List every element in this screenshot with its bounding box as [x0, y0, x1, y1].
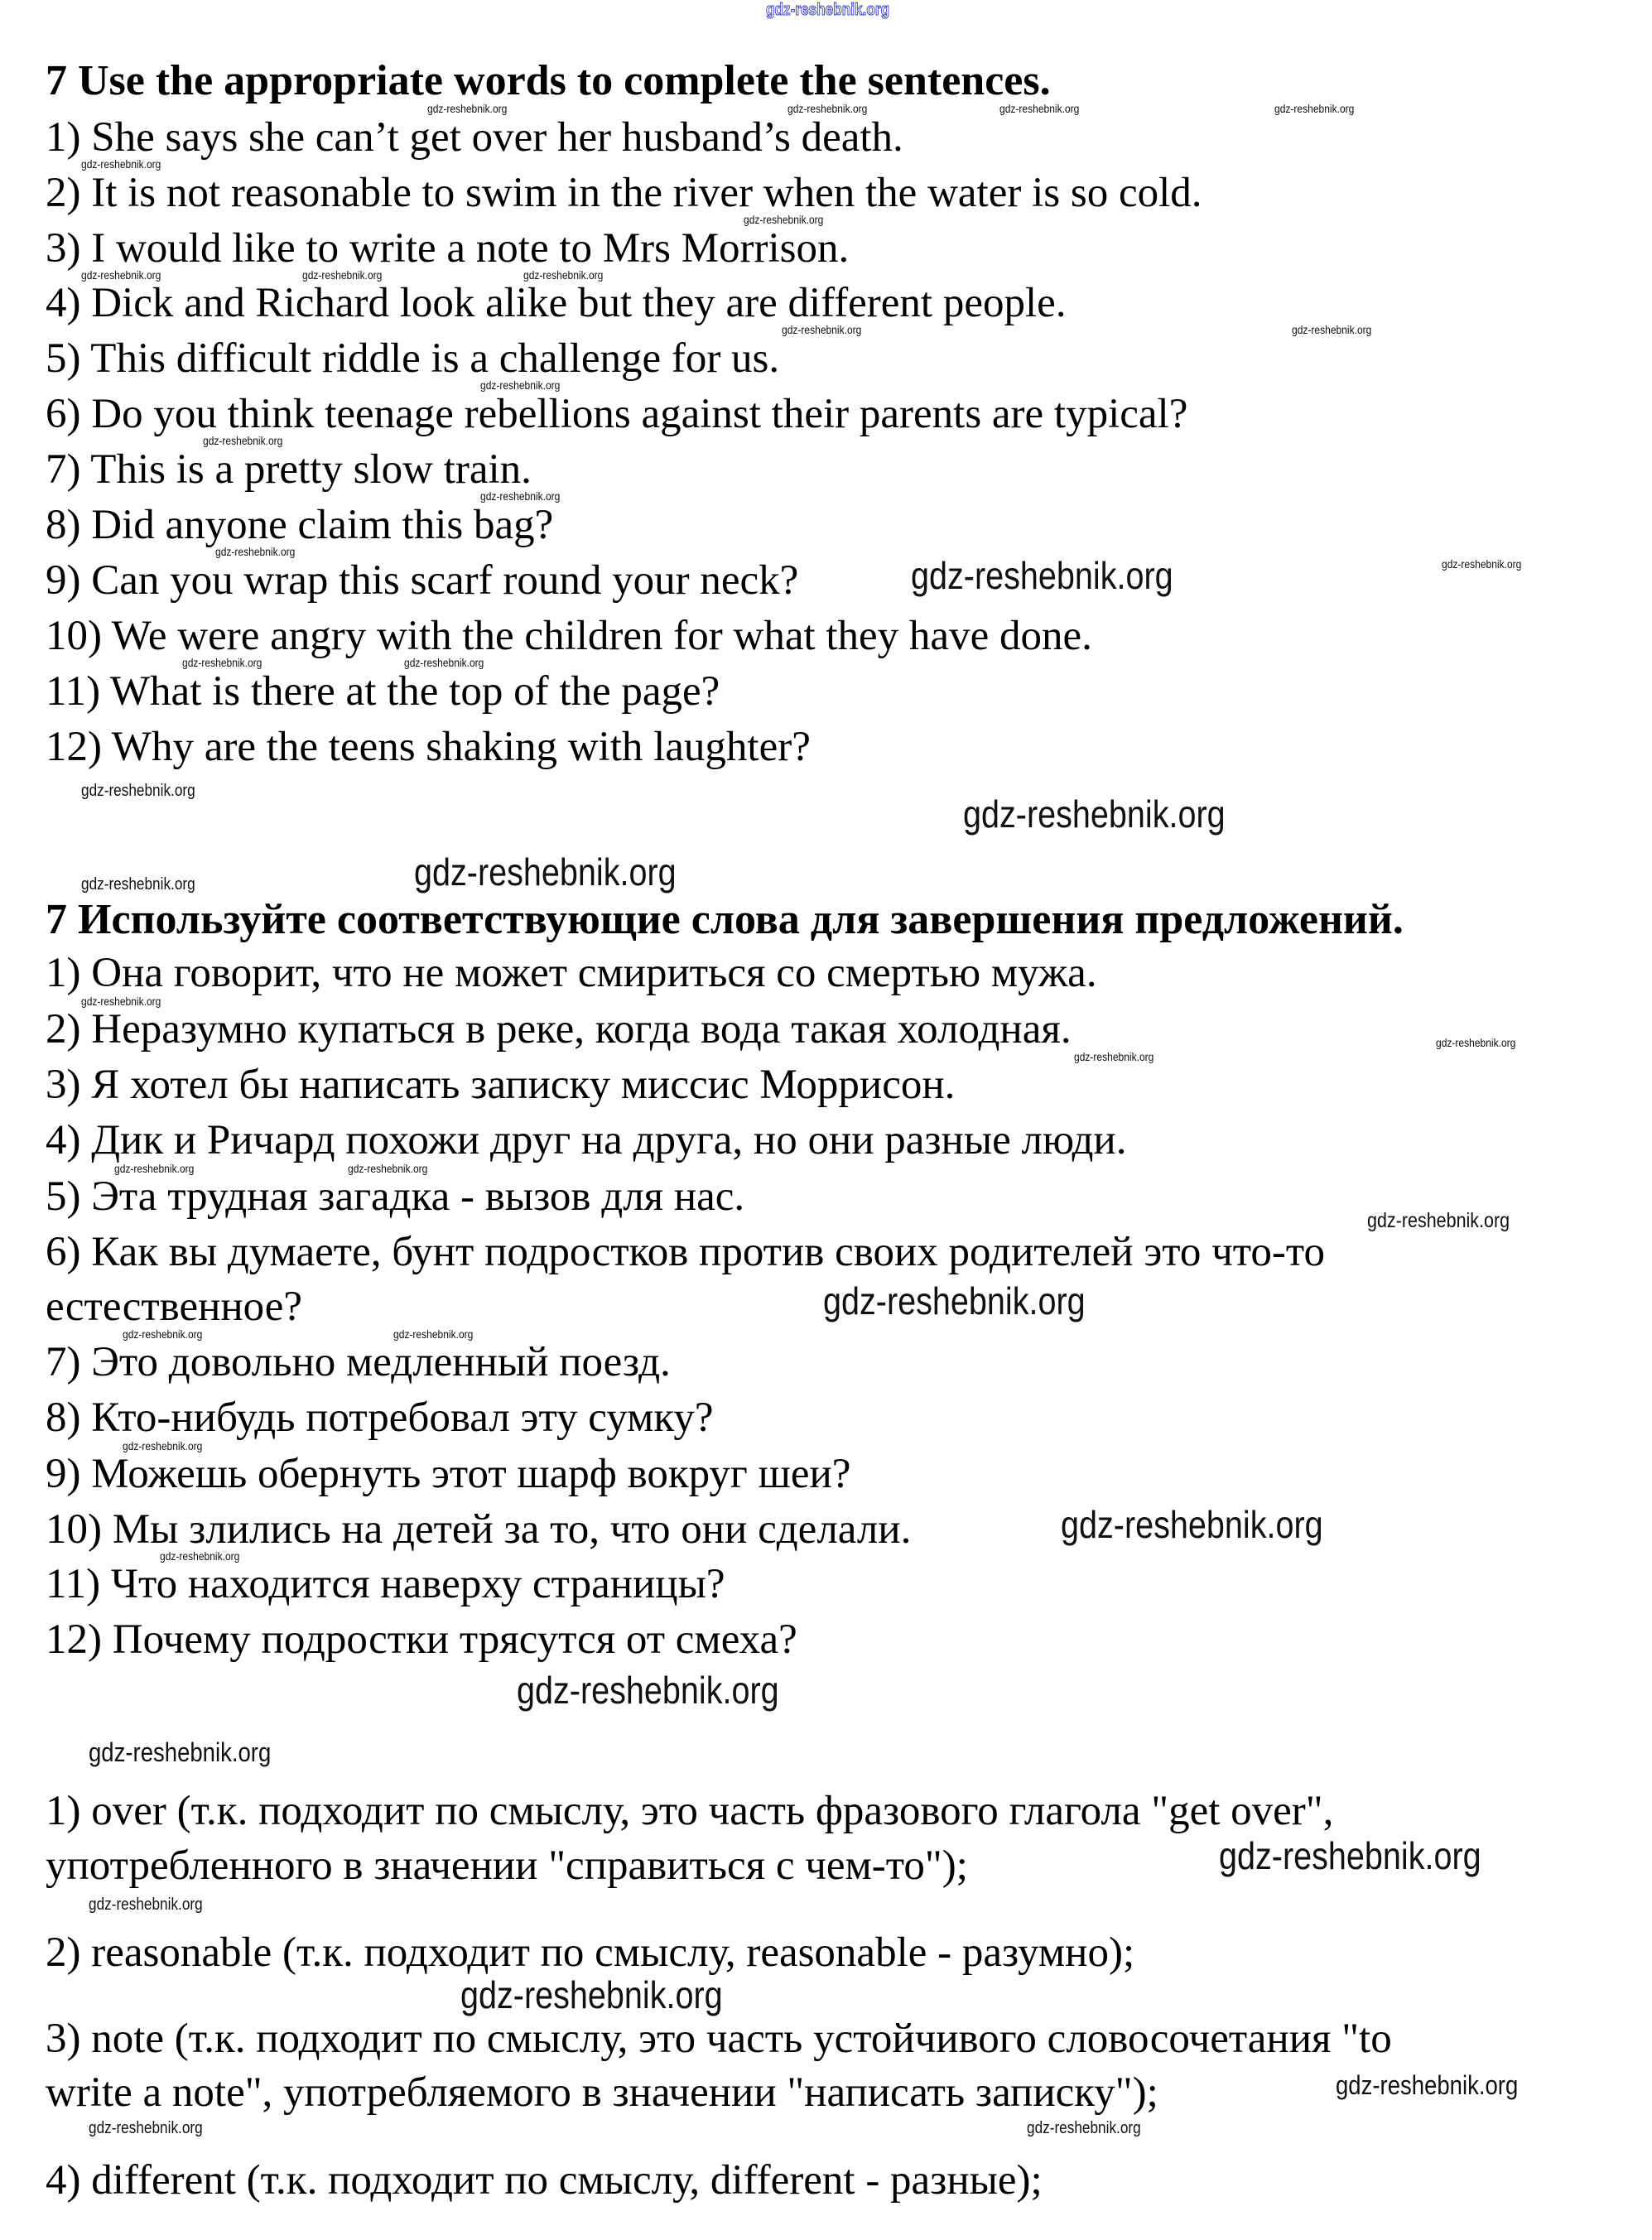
answer-1: 1) over (т.к. подходит по смыслу, это часть фразового глагола "get over",: [46, 1788, 1334, 1834]
watermark: gdz-reshebnik.org: [81, 782, 195, 800]
watermark: gdz-reshebnik.org: [963, 792, 1226, 836]
answer-4: 4) different (т.к. подходит по смыслу, different - разные);: [46, 2157, 1043, 2204]
russian-line-3: 3) Я хотел бы написать записку миссис Моррисон.: [46, 1062, 956, 1108]
english-line-5: 5) This difficult riddle is a challenge for us.: [46, 335, 780, 382]
russian-line-6: 6) Как вы думаете, бунт подростков против своих родителей это что-то: [46, 1229, 1325, 1275]
russian-line-11: 11) Что находится наверху страницы?: [46, 1561, 725, 1607]
russian-line-4: 4) Дик и Ричард похожи друг на друга, но они разные люди.: [46, 1117, 1127, 1163]
watermark: gdz-reshebnik.org: [1274, 102, 1355, 115]
top-watermark: gdz-reshebnik.org: [766, 1, 890, 19]
russian-line-9: 9) Можешь обернуть этот шарф вокруг шеи?: [46, 1451, 851, 1497]
watermark: gdz-reshebnik.org: [911, 554, 1173, 597]
watermark: gdz-reshebnik.org: [404, 656, 484, 669]
russian-line-7: 7) Это довольно медленный поезд.: [46, 1339, 671, 1385]
watermark: gdz-reshebnik.org: [460, 1973, 723, 2016]
watermark: gdz-reshebnik.org: [81, 995, 161, 1008]
watermark: gdz-reshebnik.org: [1336, 2070, 1519, 2100]
watermark: gdz-reshebnik.org: [1027, 2119, 1141, 2137]
english-line-11: 11) What is there at the top of the page?: [46, 668, 720, 715]
watermark: gdz-reshebnik.org: [393, 1327, 474, 1341]
russian-heading: 7 Используйте соответствующие слова для завершения предложений.: [46, 896, 1404, 943]
watermark: gdz-reshebnik.org: [215, 545, 296, 558]
watermark: gdz-reshebnik.org: [89, 1737, 272, 1767]
watermark: gdz-reshebnik.org: [123, 1327, 203, 1341]
watermark: gdz-reshebnik.org: [89, 2119, 203, 2137]
watermark: gdz-reshebnik.org: [480, 489, 561, 503]
english-line-2: 2) It is not reasonable to swim in the river when the water is so cold.: [46, 170, 1202, 216]
english-line-6: 6) Do you think teenage rebellions against their parents are typical?: [46, 391, 1188, 437]
watermark: gdz-reshebnik.org: [787, 102, 868, 115]
watermark: gdz-reshebnik.org: [114, 1162, 195, 1175]
watermark: gdz-reshebnik.org: [348, 1162, 428, 1175]
answer-2: 2) reasonable (т.к. подходит по смыслу, reasonable - разумно);: [46, 1929, 1135, 1976]
watermark: gdz-reshebnik.org: [1219, 1834, 1481, 1877]
watermark: gdz-reshebnik.org: [1367, 1209, 1510, 1232]
watermark: gdz-reshebnik.org: [1074, 1050, 1154, 1063]
english-line-3: 3) I would like to write a note to Mrs Morrison.: [46, 225, 850, 272]
watermark: gdz-reshebnik.org: [1061, 1503, 1323, 1546]
watermark: gdz-reshebnik.org: [427, 102, 508, 115]
english-line-1: 1) She says she can’t get over her husband’s death.: [46, 114, 903, 161]
watermark: gdz-reshebnik.org: [480, 378, 561, 392]
watermark: gdz-reshebnik.org: [160, 1549, 240, 1563]
watermark: gdz-reshebnik.org: [517, 1669, 779, 1712]
watermark: gdz-reshebnik.org: [123, 1439, 203, 1452]
watermark: gdz-reshebnik.org: [1436, 1036, 1516, 1049]
english-line-8: 8) Did anyone claim this bag?: [46, 502, 554, 548]
watermark: gdz-reshebnik.org: [203, 434, 283, 447]
watermark: gdz-reshebnik.org: [302, 268, 383, 282]
watermark: gdz-reshebnik.org: [744, 213, 824, 226]
watermark: gdz-reshebnik.org: [999, 102, 1080, 115]
russian-line-12: 12) Почему подростки трясутся от смеха?: [46, 1616, 797, 1663]
english-line-9: 9) Can you wrap this scarf round your neck?: [46, 557, 799, 604]
watermark: gdz-reshebnik.org: [523, 268, 604, 282]
answer-3: 3) note (т.к. подходит по смыслу, это часть устойчивого словосочетания "to: [46, 2016, 1392, 2062]
russian-line-6-continued: естественное?: [46, 1284, 303, 1330]
answer-1-continued: употребленного в значении "справиться с чем-то");: [46, 1843, 968, 1889]
watermark: gdz-reshebnik.org: [81, 875, 195, 894]
english-line-12: 12) Why are the teens shaking with laughter?: [46, 724, 811, 770]
watermark: gdz-reshebnik.org: [182, 656, 262, 669]
watermark: gdz-reshebnik.org: [823, 1279, 1086, 1322]
russian-line-2: 2) Неразумно купаться в реке, когда вода такая холодная.: [46, 1006, 1072, 1053]
watermark: gdz-reshebnik.org: [89, 1896, 203, 1914]
english-line-10: 10) We were angry with the children for what they have done.: [46, 613, 1092, 659]
russian-line-5: 5) Эта трудная загадка - вызов для нас.: [46, 1173, 745, 1220]
english-line-4: 4) Dick and Richard look alike but they are different people.: [46, 280, 1067, 326]
russian-line-8: 8) Кто-нибудь потребовал эту сумку?: [46, 1395, 714, 1441]
watermark: gdz-reshebnik.org: [782, 323, 862, 336]
russian-line-1: 1) Она говорит, что не может смириться со смертью мужа.: [46, 950, 1097, 996]
russian-line-10: 10) Мы злились на детей за то, что они сделали.: [46, 1506, 912, 1553]
watermark: gdz-reshebnik.org: [81, 268, 161, 282]
watermark: gdz-reshebnik.org: [414, 850, 677, 894]
watermark: gdz-reshebnik.org: [81, 157, 161, 171]
watermark: gdz-reshebnik.org: [1292, 323, 1372, 336]
english-line-7: 7) This is a pretty slow train.: [46, 446, 532, 493]
english-heading: 7 Use the appropriate words to complete the sentences.: [46, 57, 1051, 104]
answer-3-continued: write a note", употребляемого в значении "написать записку");: [46, 2069, 1158, 2116]
watermark: gdz-reshebnik.org: [1442, 557, 1522, 571]
